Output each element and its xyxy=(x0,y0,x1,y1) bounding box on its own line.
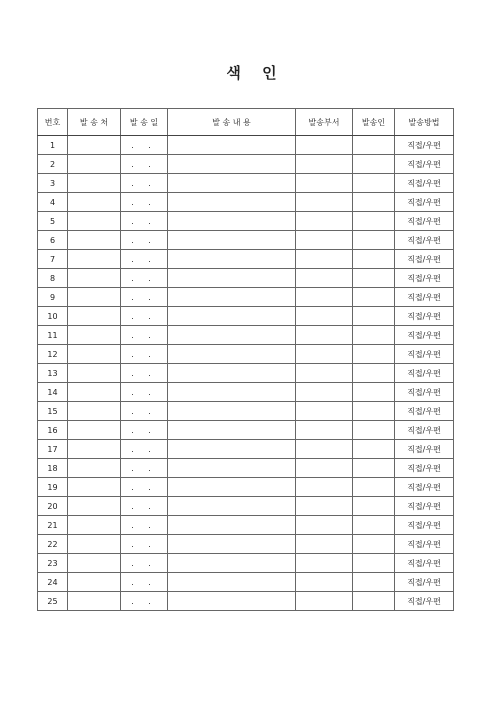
row-number: 4 xyxy=(38,193,68,212)
row-sender-person xyxy=(353,345,395,364)
row-content xyxy=(168,402,296,421)
row-content xyxy=(168,364,296,383)
table-row xyxy=(38,250,454,269)
row-sender-person xyxy=(353,440,395,459)
row-department xyxy=(296,402,353,421)
row-content xyxy=(168,421,296,440)
row-number: 14 xyxy=(38,383,68,402)
row-number: 15 xyxy=(38,402,68,421)
row-sender-person xyxy=(353,307,395,326)
row-sender-person xyxy=(353,364,395,383)
row-sender xyxy=(68,573,121,592)
row-sender-person xyxy=(353,516,395,535)
row-sender xyxy=(68,174,121,193)
row-date: . . xyxy=(121,383,168,402)
row-number: 21 xyxy=(38,516,68,535)
row-content xyxy=(168,573,296,592)
row-department xyxy=(296,269,353,288)
row-sender xyxy=(68,193,121,212)
row-number: 16 xyxy=(38,421,68,440)
row-number: 20 xyxy=(38,497,68,516)
table-row xyxy=(38,497,454,516)
row-department xyxy=(296,231,353,250)
index-table xyxy=(37,108,454,611)
row-sender xyxy=(68,269,121,288)
row-number: 7 xyxy=(38,250,68,269)
row-content xyxy=(168,516,296,535)
row-sender xyxy=(68,307,121,326)
table-row xyxy=(38,364,454,383)
row-content xyxy=(168,592,296,611)
row-sender-person xyxy=(353,383,395,402)
row-sender xyxy=(68,497,121,516)
table-row xyxy=(38,459,454,478)
row-department xyxy=(296,592,353,611)
header-sender: 발 송 처 xyxy=(68,109,121,136)
row-date: . . xyxy=(121,155,168,174)
table-row xyxy=(38,516,454,535)
row-number: 5 xyxy=(38,212,68,231)
table-row xyxy=(38,174,454,193)
row-method: 직접/우편 xyxy=(395,345,454,364)
table-row xyxy=(38,592,454,611)
row-department xyxy=(296,307,353,326)
row-sender xyxy=(68,383,121,402)
row-number: 13 xyxy=(38,364,68,383)
row-date: . . xyxy=(121,345,168,364)
row-content xyxy=(168,155,296,174)
table-row xyxy=(38,345,454,364)
row-content xyxy=(168,269,296,288)
header-department: 발송부서 xyxy=(296,109,353,136)
row-method: 직접/우편 xyxy=(395,516,454,535)
row-method: 직접/우편 xyxy=(395,136,454,155)
row-method: 직접/우편 xyxy=(395,288,454,307)
row-sender-person xyxy=(353,155,395,174)
table-row xyxy=(38,535,454,554)
row-date: . . xyxy=(121,459,168,478)
row-sender xyxy=(68,402,121,421)
row-number: 12 xyxy=(38,345,68,364)
row-content xyxy=(168,459,296,478)
row-method: 직접/우편 xyxy=(395,478,454,497)
row-department xyxy=(296,535,353,554)
header-content: 발 송 내 용 xyxy=(168,109,296,136)
table-row xyxy=(38,573,454,592)
row-method: 직접/우편 xyxy=(395,155,454,174)
row-date: . . xyxy=(121,535,168,554)
row-date: . . xyxy=(121,307,168,326)
row-sender xyxy=(68,250,121,269)
row-method: 직접/우편 xyxy=(395,497,454,516)
row-method: 직접/우편 xyxy=(395,573,454,592)
row-sender xyxy=(68,478,121,497)
row-date: . . xyxy=(121,478,168,497)
row-date: . . xyxy=(121,212,168,231)
row-number: 8 xyxy=(38,269,68,288)
row-number: 6 xyxy=(38,231,68,250)
row-department xyxy=(296,516,353,535)
row-department xyxy=(296,250,353,269)
row-sender xyxy=(68,364,121,383)
row-sender-person xyxy=(353,402,395,421)
row-date: . . xyxy=(121,174,168,193)
row-method: 직접/우편 xyxy=(395,250,454,269)
row-date: . . xyxy=(121,402,168,421)
row-sender-person xyxy=(353,592,395,611)
table-row xyxy=(38,269,454,288)
row-sender xyxy=(68,155,121,174)
row-date: . . xyxy=(121,231,168,250)
row-content xyxy=(168,478,296,497)
row-sender xyxy=(68,459,121,478)
row-sender-person xyxy=(353,136,395,155)
row-content xyxy=(168,326,296,345)
row-number: 9 xyxy=(38,288,68,307)
row-method: 직접/우편 xyxy=(395,174,454,193)
row-method: 직접/우편 xyxy=(395,269,454,288)
row-sender xyxy=(68,535,121,554)
row-sender xyxy=(68,440,121,459)
row-sender-person xyxy=(353,231,395,250)
row-method: 직접/우편 xyxy=(395,535,454,554)
row-method: 직접/우편 xyxy=(395,554,454,573)
row-date: . . xyxy=(121,516,168,535)
row-date: . . xyxy=(121,269,168,288)
row-content xyxy=(168,250,296,269)
row-content xyxy=(168,212,296,231)
row-sender-person xyxy=(353,535,395,554)
row-department xyxy=(296,345,353,364)
row-content xyxy=(168,497,296,516)
row-sender-person xyxy=(353,193,395,212)
row-number: 23 xyxy=(38,554,68,573)
row-department xyxy=(296,212,353,231)
row-sender-person xyxy=(353,326,395,345)
row-department xyxy=(296,326,353,345)
row-sender xyxy=(68,592,121,611)
row-date: . . xyxy=(121,250,168,269)
table-row xyxy=(38,326,454,345)
row-sender xyxy=(68,421,121,440)
row-method: 직접/우편 xyxy=(395,383,454,402)
header-date: 발 송 일 xyxy=(121,109,168,136)
row-department xyxy=(296,136,353,155)
row-sender-person xyxy=(353,174,395,193)
row-sender xyxy=(68,136,121,155)
row-date: . . xyxy=(121,497,168,516)
row-sender xyxy=(68,231,121,250)
row-sender xyxy=(68,288,121,307)
row-content xyxy=(168,440,296,459)
row-date: . . xyxy=(121,554,168,573)
row-department xyxy=(296,478,353,497)
row-date: . . xyxy=(121,326,168,345)
row-date: . . xyxy=(121,193,168,212)
row-sender xyxy=(68,516,121,535)
row-content xyxy=(168,554,296,573)
row-sender xyxy=(68,554,121,573)
row-method: 직접/우편 xyxy=(395,421,454,440)
row-sender-person xyxy=(353,269,395,288)
row-sender xyxy=(68,326,121,345)
row-content xyxy=(168,231,296,250)
row-content xyxy=(168,345,296,364)
row-department xyxy=(296,554,353,573)
page-title: 색 인 xyxy=(226,64,278,82)
row-sender-person xyxy=(353,421,395,440)
row-content xyxy=(168,307,296,326)
row-date: . . xyxy=(121,136,168,155)
row-content xyxy=(168,535,296,554)
row-number: 3 xyxy=(38,174,68,193)
row-method: 직접/우편 xyxy=(395,326,454,345)
row-sender-person xyxy=(353,478,395,497)
row-department xyxy=(296,288,353,307)
table-row xyxy=(38,383,454,402)
row-sender xyxy=(68,212,121,231)
row-number: 25 xyxy=(38,592,68,611)
row-method: 직접/우편 xyxy=(395,193,454,212)
row-content xyxy=(168,193,296,212)
table-row xyxy=(38,440,454,459)
header-number: 번호 xyxy=(38,109,68,136)
row-department xyxy=(296,459,353,478)
row-number: 2 xyxy=(38,155,68,174)
row-department xyxy=(296,174,353,193)
row-method: 직접/우편 xyxy=(395,212,454,231)
table-row xyxy=(38,402,454,421)
header-sender-person: 발송인 xyxy=(353,109,395,136)
row-method: 직접/우편 xyxy=(395,592,454,611)
row-sender-person xyxy=(353,497,395,516)
row-number: 11 xyxy=(38,326,68,345)
row-content xyxy=(168,136,296,155)
row-sender-person xyxy=(353,288,395,307)
row-method: 직접/우편 xyxy=(395,231,454,250)
header-method: 발송방법 xyxy=(395,109,454,136)
row-content xyxy=(168,174,296,193)
table-row xyxy=(38,307,454,326)
row-number: 18 xyxy=(38,459,68,478)
row-date: . . xyxy=(121,421,168,440)
row-sender xyxy=(68,345,121,364)
row-date: . . xyxy=(121,440,168,459)
row-number: 10 xyxy=(38,307,68,326)
row-sender-person xyxy=(353,212,395,231)
row-method: 직접/우편 xyxy=(395,364,454,383)
row-method: 직접/우편 xyxy=(395,440,454,459)
row-department xyxy=(296,383,353,402)
table-row xyxy=(38,193,454,212)
row-sender-person xyxy=(353,554,395,573)
row-department xyxy=(296,364,353,383)
table-row xyxy=(38,478,454,497)
table-row xyxy=(38,554,454,573)
row-number: 19 xyxy=(38,478,68,497)
row-date: . . xyxy=(121,364,168,383)
row-content xyxy=(168,383,296,402)
row-department xyxy=(296,155,353,174)
row-method: 직접/우편 xyxy=(395,402,454,421)
table-row xyxy=(38,288,454,307)
row-method: 직접/우편 xyxy=(395,307,454,326)
row-department xyxy=(296,440,353,459)
row-sender-person xyxy=(353,459,395,478)
row-department xyxy=(296,573,353,592)
row-department xyxy=(296,497,353,516)
table-row xyxy=(38,155,454,174)
table-row xyxy=(38,421,454,440)
row-number: 24 xyxy=(38,573,68,592)
row-number: 17 xyxy=(38,440,68,459)
row-date: . . xyxy=(121,288,168,307)
row-department xyxy=(296,421,353,440)
header-row xyxy=(38,109,454,136)
table-row xyxy=(38,136,454,155)
row-content xyxy=(168,288,296,307)
table-row xyxy=(38,231,454,250)
row-number: 1 xyxy=(38,136,68,155)
row-number: 22 xyxy=(38,535,68,554)
row-method: 직접/우편 xyxy=(395,459,454,478)
table-row xyxy=(38,212,454,231)
row-date: . . xyxy=(121,592,168,611)
row-department xyxy=(296,193,353,212)
row-sender-person xyxy=(353,250,395,269)
row-date: . . xyxy=(121,573,168,592)
row-sender-person xyxy=(353,573,395,592)
